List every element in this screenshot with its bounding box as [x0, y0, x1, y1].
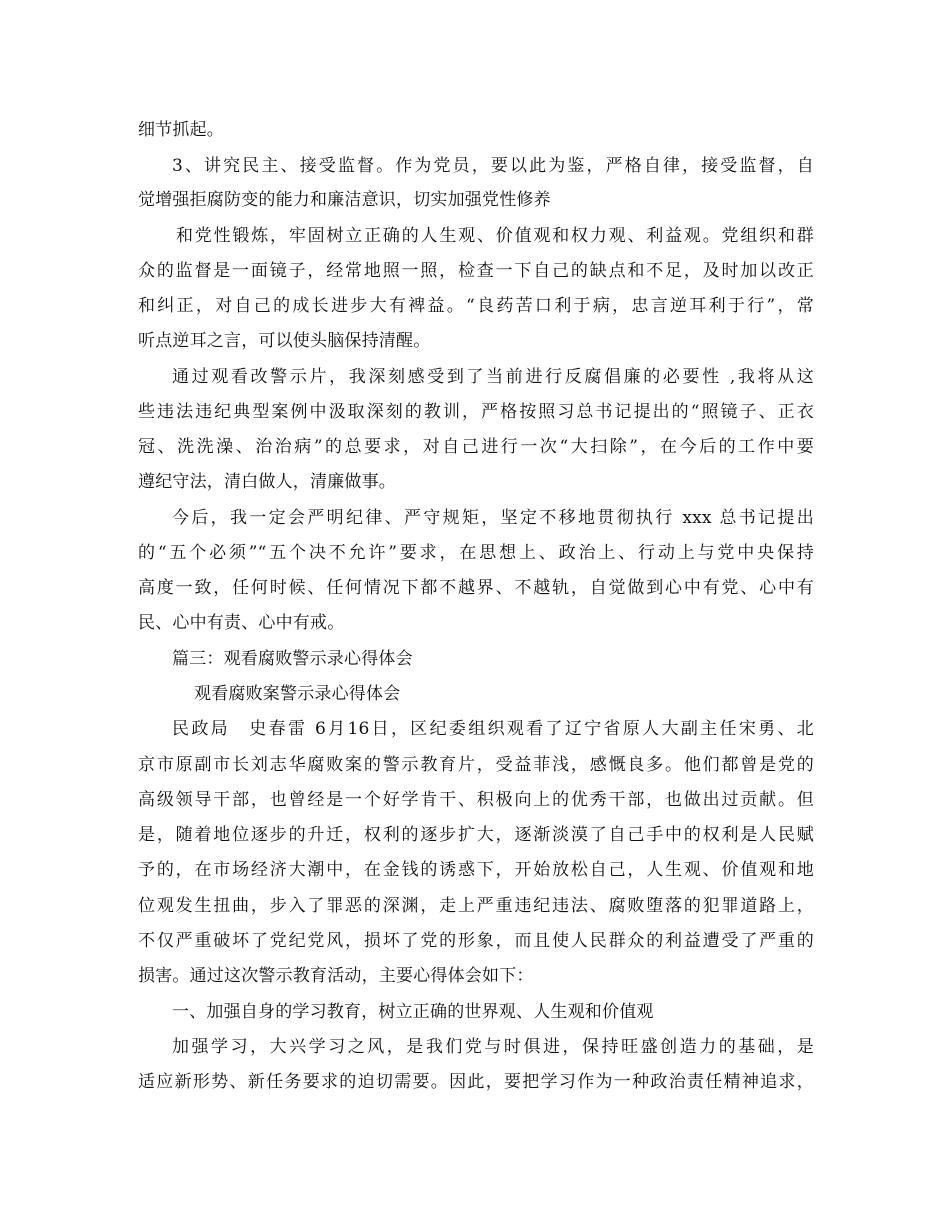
text-line: 细节抓起。 — [138, 120, 224, 140]
text-line: 和党性锻炼，牢固树立正确的人生观、价值观和权力观、利益观。党组织和群 — [176, 226, 814, 246]
text-line: 今后，我一定会严明纪律、严守规矩，坚定不移地贯彻执行 xxx 总书记提出 — [172, 508, 814, 528]
section-heading: 篇三：观看腐败警示录心得体会 — [172, 649, 413, 669]
text-line: 众的监督是一面镜子，经常地照一照，检查一下自己的缺点和不足，及时加以改正 — [138, 261, 814, 281]
text-line: 高级领导干部，也曾经是一个好学肯干、积极向上的优秀干部，也做出过贡献。但 — [138, 790, 814, 810]
text-line: 民、心中有责、心中有戒。 — [138, 613, 345, 633]
text-line: 适应新形势、新任务要求的迫切需要。因此，要把学习作为一种政治责任精神追求， — [138, 1072, 814, 1092]
text-line: 京市原副市长刘志华腐败案的警示教育片，受益菲浅，感慨良多。他们都曾是党的 — [138, 755, 814, 775]
text-line: 损害。通过这次警示教育活动，主要心得体会如下： — [138, 966, 534, 986]
text-line: 觉增强拒腐防变的能力和廉洁意识，切实加强党性修养 — [138, 190, 551, 210]
text-line: 加强学习，大兴学习之风，是我们党与时俱进，保持旺盛创造力的基础，是 — [172, 1037, 814, 1057]
text-line: 是，随着地位逐步的升迁，权利的逐步扩大，逐渐淡漠了自己手中的权利是人民赋 — [138, 825, 814, 845]
text-line: 高度一致，任何时候、任何情况下都不越界、不越轨，自觉做到心中有党、心中有 — [138, 578, 814, 598]
text-line: 不仅严重破坏了党纪党风，损坏了党的形象，而且使人民群众的利益遭受了严重的 — [138, 931, 814, 951]
text-line: 遵纪守法，清白做人，清廉做事。 — [138, 472, 396, 492]
text-line: 些违法违纪典型案例中汲取深刻的教训，严格按照习总书记提出的“照镜子、正衣 — [138, 402, 814, 422]
text-line: 和纠正，对自己的成长进步大有裨益。“良药苦口利于病，忠言逆耳利于行”，常 — [138, 296, 814, 316]
text-line: 予的，在市场经济大潮中，在金钱的诱惑下，开始放松自己，人生观、价值观和地 — [138, 860, 814, 880]
section-heading: 一、加强自身的学习教育，树立正确的世界观、人生观和价值观 — [172, 1002, 654, 1022]
text-line: 3、讲究民主、接受监督。作为党员，要以此为鉴，严格自律，接受监督，自 — [172, 156, 814, 176]
text-line: 冠、洗洗澡、治治病”的总要求，对自己进行一次“大扫除”，在今后的工作中要 — [138, 437, 814, 457]
text-line: 的“五个必须”“五个决不允许”要求，在思想上、政治上、行动上与党中央保持 — [138, 543, 814, 563]
text-line: 位观发生扭曲，步入了罪恶的深渊，走上严重违纪违法、腐败堕落的犯罪道路上， — [138, 896, 814, 916]
text-line: 民政局 史春雷 6月16日，区纪委组织观看了辽宁省原人大副主任宋勇、北 — [172, 719, 814, 739]
text-line: 听点逆耳之言，可以使头脑保持清醒。 — [138, 331, 431, 351]
text-line: 通过观看改警示片，我深刻感受到了当前进行反腐倡廉的必要性 ,我将从这 — [172, 367, 814, 387]
article-title: 观看腐败案警示录心得体会 — [194, 684, 401, 704]
